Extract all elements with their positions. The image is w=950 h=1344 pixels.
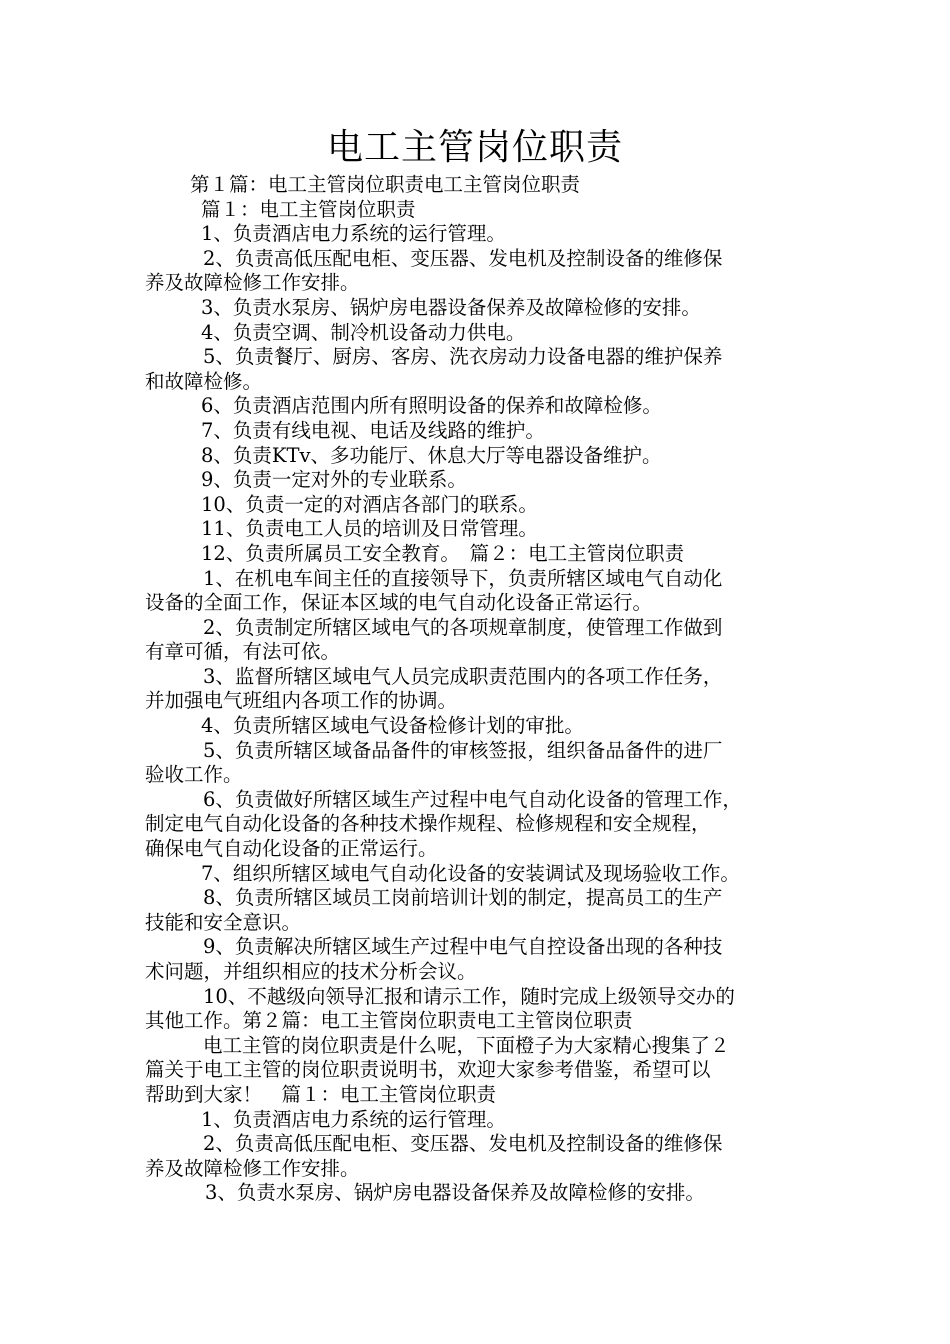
text-line: 7、组织所辖区域电气自动化设备的安装调试及现场验收工作。 bbox=[201, 861, 740, 885]
text-line: 制定电气自动化设备的各种技术操作规程、检修规程和安全规程， bbox=[145, 812, 711, 836]
text-line: 术问题，并组织相应的技术分析会议。 bbox=[145, 960, 477, 983]
text-line: 养及故障检修工作安排。 bbox=[145, 1156, 360, 1180]
text-line: 11、负责电工人员的培训及日常管理。 bbox=[201, 517, 538, 541]
text-line: 9、负责解决所辖区域生产过程中电气自控设备出现的各种技 bbox=[203, 935, 723, 959]
text-line: 6、负责做好所辖区域生产过程中电气自动化设备的管理工作， bbox=[203, 787, 742, 811]
text-line: 并加强电气班组内各项工作的协调。 bbox=[145, 689, 458, 713]
text-line: 9、负责一定对外的专业联系。 bbox=[201, 468, 467, 492]
text-line: 4、负责所辖区域电气设备检修计划的审批。 bbox=[201, 714, 584, 738]
text-line: 2、负责高低压配电柜、变压器、发电机及控制设备的维修保 bbox=[203, 1132, 723, 1156]
text-line: 验收工作。 bbox=[145, 763, 243, 787]
text-line: 养及故障检修工作安排。 bbox=[145, 271, 360, 295]
text-line: 其他工作。第２篇：电工主管岗位职责电工主管岗位职责 bbox=[145, 1009, 633, 1033]
text-line: 1、在机电车间主任的直接领导下，负责所辖区域电气自动化 bbox=[203, 566, 723, 590]
text-line: 有章可循，有法可依。 bbox=[145, 640, 341, 664]
text-line: 3、负责水泵房、锅炉房电器设备保养及故障检修的安排。 bbox=[205, 1181, 705, 1205]
text-line: 1、负责酒店电力系统的运行管理。 bbox=[201, 222, 506, 246]
text-line: 3、监督所辖区域电气人员完成职责范围内的各项工作任务， bbox=[203, 664, 723, 688]
text-line: 8、负责KTv、多功能厅、休息大厅等电器设备维护。 bbox=[201, 443, 662, 467]
text-line: 1、负责酒店电力系统的运行管理。 bbox=[201, 1107, 506, 1131]
text-line: 5、负责所辖区域备品备件的审核签报，组织备品备件的进厂 bbox=[203, 738, 723, 762]
text-line: 6、负责酒店范围内所有照明设备的保养和故障检修。 bbox=[201, 394, 662, 418]
text-line: 2、负责高低压配电柜、变压器、发电机及控制设备的维修保 bbox=[203, 246, 723, 270]
text-line: 篇关于电工主管的岗位职责说明书，欢迎大家参考借鉴，希望可以 bbox=[145, 1058, 711, 1082]
text-line: 10、不越级向领导汇报和请示工作，随时完成上级领导交办的 bbox=[203, 984, 735, 1008]
text-line: 和故障检修。 bbox=[145, 369, 263, 393]
text-line: 确保电气自动化设备的正常运行。 bbox=[145, 837, 438, 861]
text-line: 8、负责所辖区域员工岗前培训计划的制定，提高员工的生产 bbox=[203, 886, 723, 910]
text-line: 12、负责所属员工安全教育。 篇２：电工主管岗位职责 bbox=[201, 541, 685, 565]
text-line: 第１篇：电工主管岗位职责电工主管岗位职责 bbox=[190, 173, 581, 196]
text-line: 篇１：电工主管岗位职责 bbox=[201, 197, 416, 221]
text-line: 技能和安全意识。 bbox=[145, 910, 302, 934]
text-line: 电工主管的岗位职责是什么呢，下面橙子为大家精心搜集了２ bbox=[203, 1033, 730, 1057]
text-line: 帮助到大家！ 篇１：电工主管岗位职责 bbox=[145, 1082, 497, 1106]
document-body bbox=[145, 173, 817, 1206]
text-line: 7、负责有线电视、电话及线路的维护。 bbox=[201, 418, 545, 442]
text-line: 2、负责制定所辖区域电气的各项规章制度，使管理工作做到 bbox=[203, 615, 723, 639]
text-line: 设备的全面工作，保证本区域的电气自动化设备正常运行。 bbox=[145, 591, 653, 615]
text-line: 5、负责餐厅、厨房、客房、洗衣房动力设备电器的维护保养 bbox=[203, 345, 723, 369]
text-line: 10、负责一定的对酒店各部门的联系。 bbox=[201, 492, 538, 516]
text-line: 3、负责水泵房、锅炉房电器设备保养及故障检修的安排。 bbox=[201, 295, 701, 319]
text-line: 4、负责空调、制冷机设备动力供电。 bbox=[201, 320, 526, 344]
page-title: 电工主管岗位职责 bbox=[326, 127, 623, 168]
